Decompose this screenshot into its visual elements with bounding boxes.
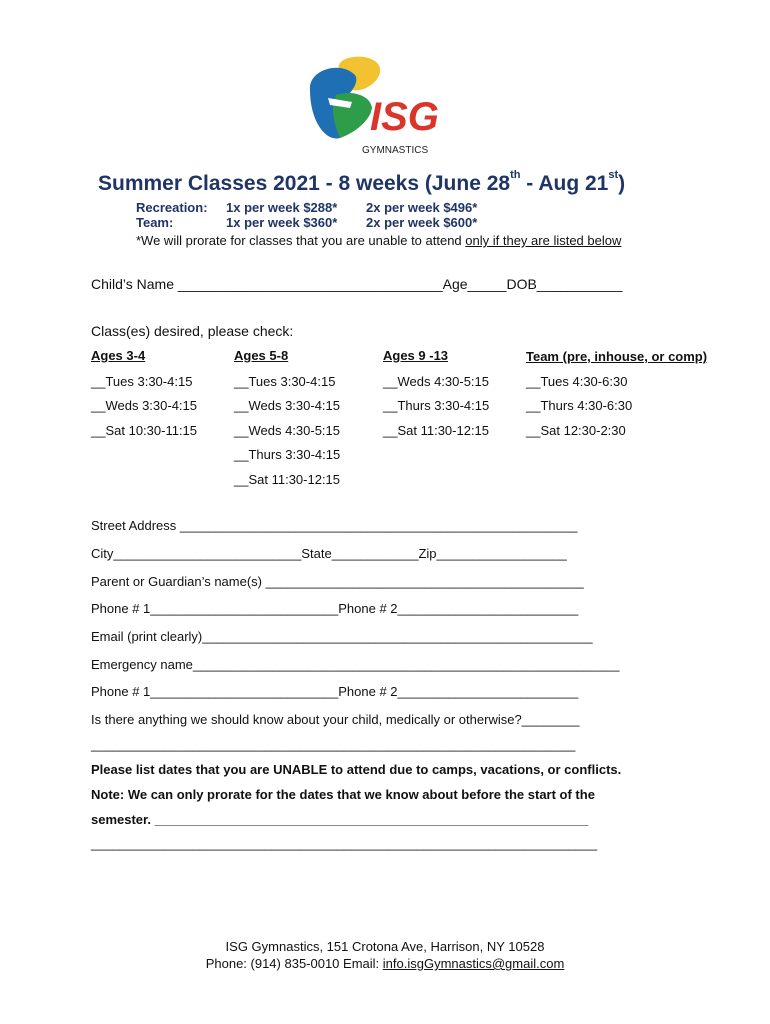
prorate-note-bold: Note: We can only prorate for the dates that we know about before the start of the xyxy=(91,787,595,802)
medical-question-field[interactable]: Is there anything we should know about your child, medically or otherwise?________ xyxy=(91,712,580,727)
class-option[interactable]: __Thurs 3:30-4:15 xyxy=(234,447,341,462)
class-option[interactable]: __Thurs 3:30-4:15 xyxy=(383,398,490,413)
class-option[interactable]: __Thurs 4:30-6:30 xyxy=(526,398,633,413)
semester-extra-line[interactable]: ______________________________________________________________________ xyxy=(91,836,598,851)
email-field[interactable]: Email (print clearly)______________________________________________________ xyxy=(91,629,593,644)
page-title: Summer Classes 2021 - 8 weeks (June 28th - Aug 21st) xyxy=(98,169,626,195)
column-heading: Team xyxy=(526,349,559,364)
footer-address: ISG Gymnastics, 151 Crotona Ave, Harrison, NY 10528 xyxy=(225,939,545,954)
pricing-block xyxy=(136,200,477,230)
class-column-team xyxy=(526,348,707,366)
column-heading: Ages 9 -13 xyxy=(383,348,449,363)
class-option[interactable]: __Sat 12:30-2:30 xyxy=(526,423,626,438)
unable-dates-instruction: Please list dates that you are UNABLE to attend due to camps, vacations, or conflicts. xyxy=(91,762,622,777)
emergency-phone-fields[interactable]: Phone # 1__________________________Phone # 2_________________________ xyxy=(91,684,579,699)
footer-phone: Phone: (914) 835-0010 Email: xyxy=(205,956,383,971)
semester-line[interactable]: semester. ____________________________________________________________ xyxy=(91,812,589,827)
emergency-name-field[interactable]: Emergency name___________________________________________________________ xyxy=(91,657,620,672)
pricing-row-team: Team: 1x per week $360* 2x per week $600* xyxy=(136,215,478,230)
class-column-ages-5-8 xyxy=(234,348,288,363)
class-option[interactable]: __Weds 4:30-5:15 xyxy=(383,374,489,389)
child-name-line[interactable]: Child’s Name __________________________________Age_____DOB___________ xyxy=(91,276,623,292)
logo-subtitle: GYMNASTICS xyxy=(362,145,429,156)
column-heading: Ages 3-4 xyxy=(91,348,146,363)
classes-prompt: Class(es) desired, please check: xyxy=(91,323,294,339)
prorate-note: *We will prorate for classes that you are unable to attend only if they are listed below xyxy=(136,233,622,248)
phone-fields[interactable]: Phone # 1__________________________Phone # 2_________________________ xyxy=(91,601,579,616)
class-option[interactable]: __Sat 11:30-12:15 xyxy=(234,472,341,487)
isg-gymnastics-logo xyxy=(300,50,460,160)
class-option[interactable]: __Weds 4:30-5:15 xyxy=(234,423,340,438)
class-option[interactable]: __Tues 4:30-6:30 xyxy=(526,374,628,389)
class-option[interactable]: __Tues 3:30-4:15 xyxy=(234,374,336,389)
class-option[interactable]: __Sat 11:30-12:15 xyxy=(383,423,490,438)
class-column-ages-9-13 xyxy=(383,348,448,363)
column-heading: Ages 5-8 xyxy=(234,348,289,363)
column-subheading: (pre, inhouse, or comp) xyxy=(559,349,708,364)
street-address-field[interactable]: Street Address _______________________________________________________ xyxy=(91,518,578,533)
class-option[interactable]: __Sat 10:30-11:15 xyxy=(91,423,198,438)
class-column-ages-3-4 xyxy=(91,348,145,363)
medical-answer-line[interactable]: ___________________________________________________________________ xyxy=(91,737,576,752)
footer-contact xyxy=(0,956,770,971)
pricing-row-recreation: Recreation: 1x per week $288* 2x per week $496* xyxy=(136,200,478,215)
city-state-zip-field[interactable]: City__________________________State____________Zip__________________ xyxy=(91,546,567,561)
class-option[interactable]: __Weds 3:30-4:15 xyxy=(91,398,197,413)
class-option[interactable]: __Tues 3:30-4:15 xyxy=(91,374,193,389)
logo-text: ISG xyxy=(370,95,439,139)
guardian-name-field[interactable]: Parent or Guardian’s name(s) ____________________________________________ xyxy=(91,574,584,589)
class-option[interactable]: __Weds 3:30-4:15 xyxy=(234,398,340,413)
footer-email-link[interactable]: info.isgGymnastics@gmail.com xyxy=(382,956,565,971)
